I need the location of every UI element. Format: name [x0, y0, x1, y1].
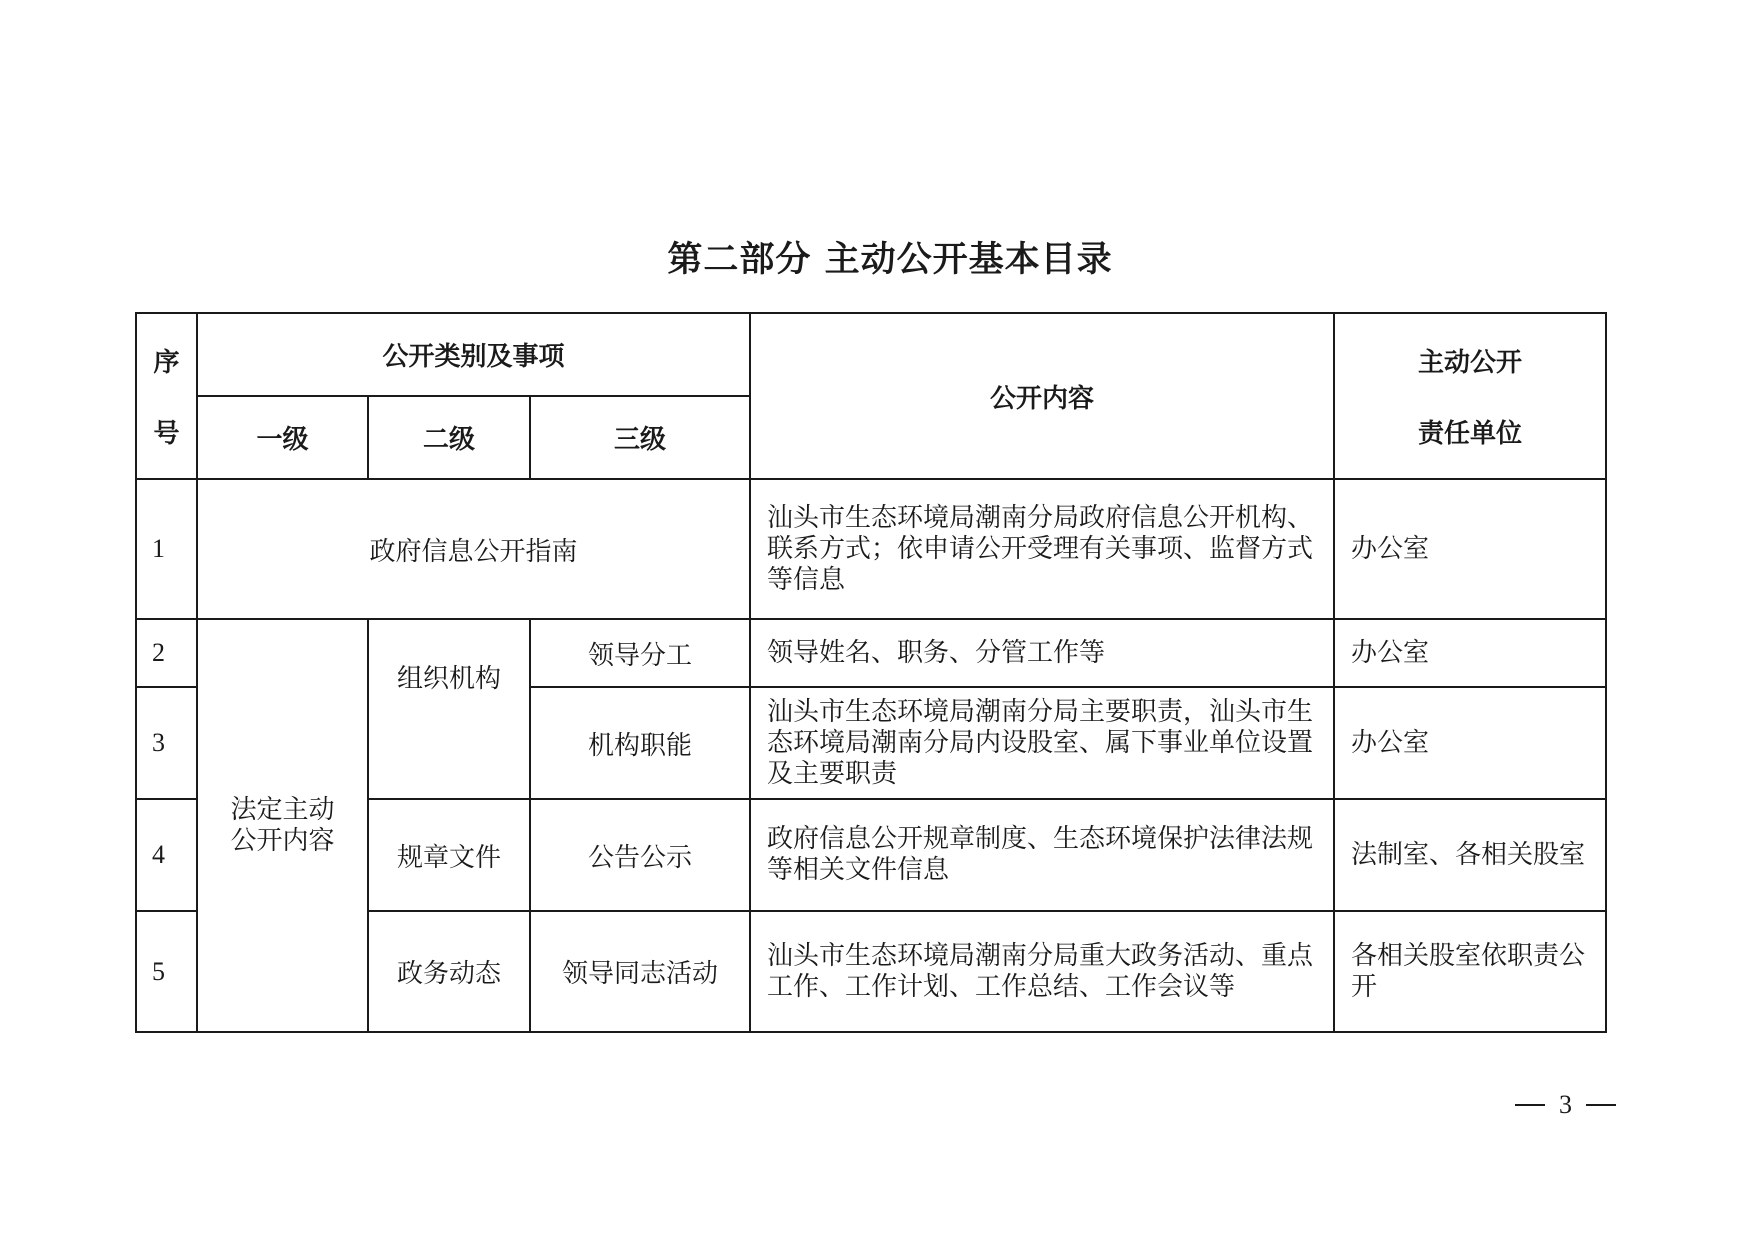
header-seq: [136, 313, 197, 479]
category-cell: 政府信息公开指南: [197, 479, 750, 619]
page-title: 第二部分 主动公开基本目录: [667, 240, 1113, 280]
row-number: 2: [136, 619, 197, 687]
header-row-1: [136, 313, 1606, 396]
level2-cell: 政务动态: [368, 911, 530, 1032]
content-cell: 汕头市生态环境局潮南分局政府信息公开机构、联系方式；依申请公开受理有关事项、监督方式等信息: [750, 479, 1334, 619]
header-seq-line2: 号: [153, 419, 180, 449]
dash-right: [1586, 1104, 1616, 1106]
level3-cell: 公告公示: [530, 799, 750, 911]
level3-cell: 机构职能: [530, 687, 750, 799]
table-row: [136, 479, 1606, 619]
unit-cell: 各相关股室依职责公开: [1334, 911, 1606, 1032]
header-level2: 二级: [368, 396, 530, 479]
header-category: 公开类别及事项: [197, 313, 750, 396]
content-cell: 汕头市生态环境局潮南分局主要职责，汕头市生态环境局潮南分局内设股室、属下事业单位设置及主要职责: [750, 687, 1334, 799]
row-number: 5: [136, 911, 197, 1032]
header-seq-line1: 序: [153, 348, 180, 378]
page-number: [1515, 1090, 1616, 1120]
content-cell: 政府信息公开规章制度、生态环境保护法律法规等相关文件信息: [750, 799, 1334, 911]
level3-cell: 领导分工: [530, 619, 750, 687]
unit-cell: 办公室: [1334, 687, 1606, 799]
header-level1: 一级: [197, 396, 368, 479]
header-level3: 三级: [530, 396, 750, 479]
page-number-text: 3: [1559, 1090, 1572, 1119]
level2-org-text: 组织机构: [396, 664, 501, 694]
level1-statutory-cell: [197, 619, 368, 1032]
level2-cell: 规章文件: [368, 799, 530, 911]
row-number: 3: [136, 687, 197, 799]
header-unit: [1334, 313, 1606, 479]
row-number: 1: [136, 479, 197, 619]
dash-left: [1515, 1104, 1545, 1106]
header-content: 公开内容: [750, 313, 1334, 479]
level3-cell: 领导同志活动: [530, 911, 750, 1032]
content-cell: 汕头市生态环境局潮南分局重大政务活动、重点工作、工作计划、工作总结、工作会议等: [750, 911, 1334, 1032]
unit-cell: 办公室: [1334, 619, 1606, 687]
row-number: 4: [136, 799, 197, 911]
unit-cell: 法制室、各相关股室: [1334, 799, 1606, 911]
header-unit-line1: 主动公开: [1418, 348, 1523, 378]
catalog-table: [135, 312, 1607, 1033]
level1-statutory-text: 法定主动公开内容: [230, 794, 335, 856]
header-unit-line2: 责任单位: [1418, 419, 1523, 449]
unit-cell: 办公室: [1334, 479, 1606, 619]
level2-org-cell: [368, 619, 530, 799]
table-row: [136, 619, 1606, 687]
content-cell: 领导姓名、职务、分管工作等: [750, 619, 1334, 687]
